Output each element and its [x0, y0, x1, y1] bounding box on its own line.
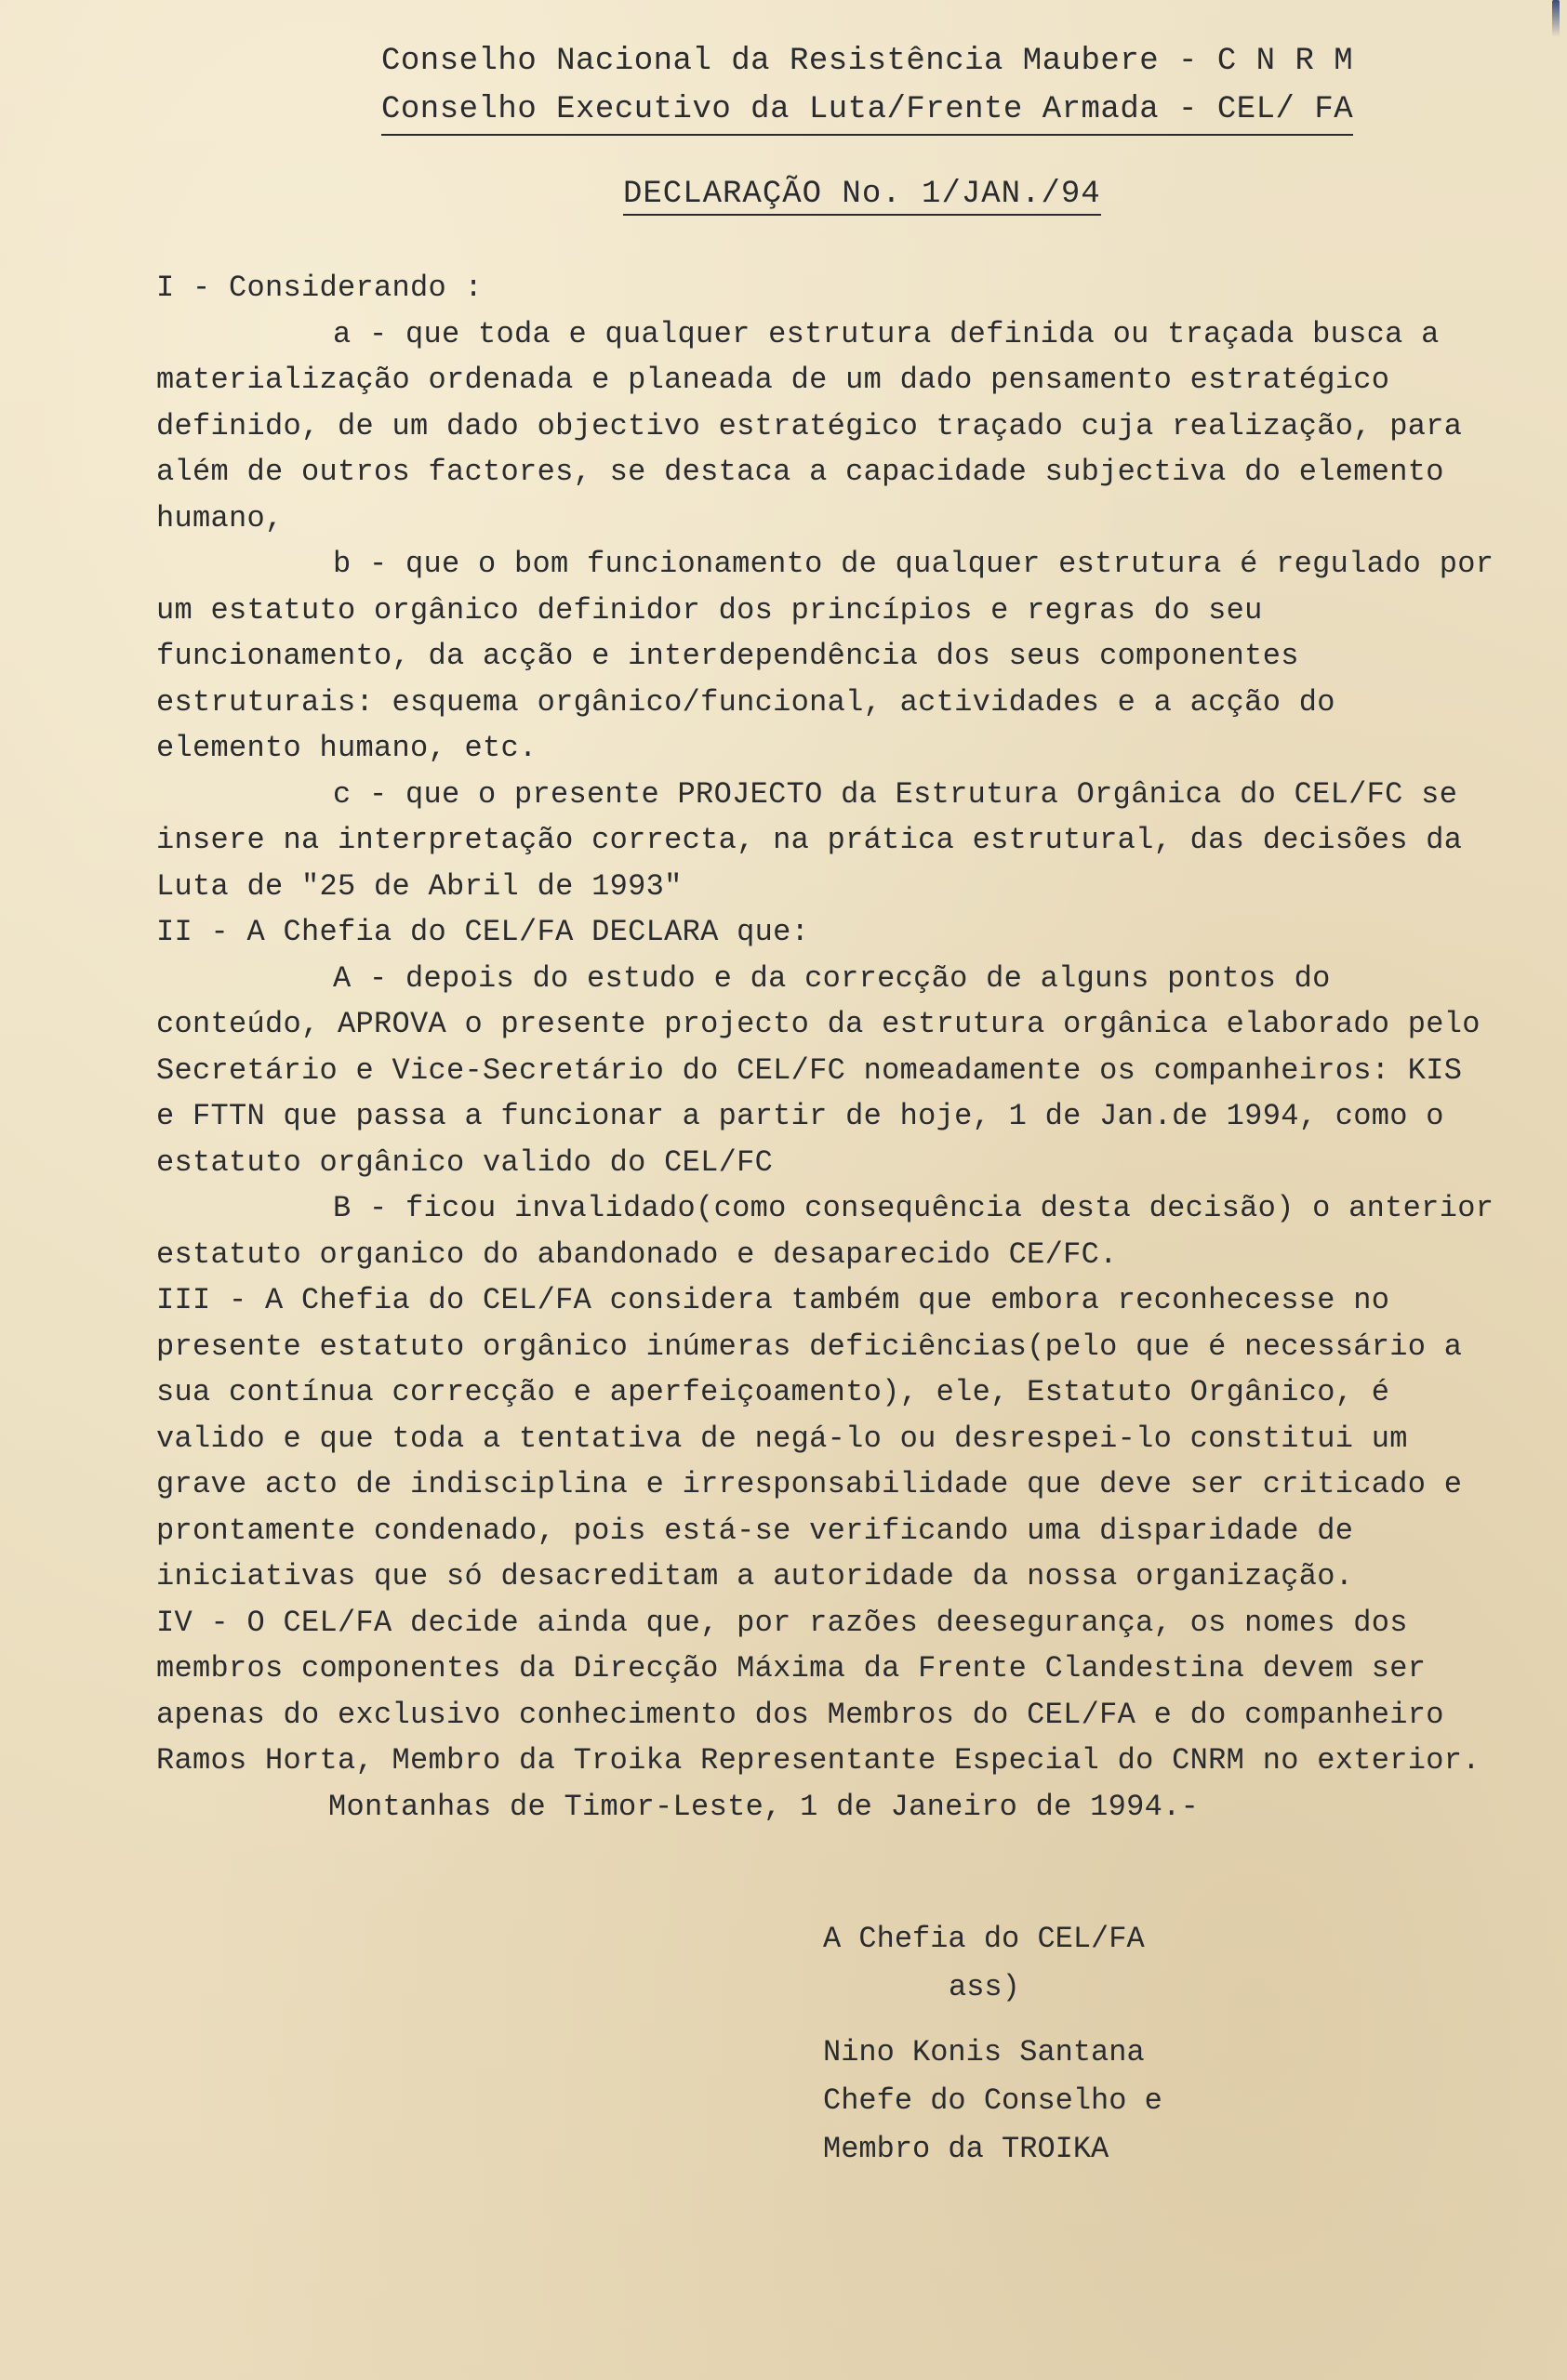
signature-chefia: A Chefia do CEL/FA — [823, 1922, 1145, 1956]
ink-edge-mark — [1552, 0, 1560, 37]
signature-block — [823, 1915, 1381, 2174]
place-date: Montanhas de Timor-Leste, 1 de Janeiro de 1994.- — [328, 1789, 1200, 1824]
section-i-item-c: c - que o presente PROJECTO da Estrutura Orgânica do CEL/FC se insere na interpretação correcta, na prática estrutural, das decisões da Luta de "25 de Abril de 1993" — [156, 776, 1463, 904]
header-line-2: Conselho Executivo da Luta/Frente Armada - CEL/ FA — [381, 86, 1353, 136]
section-i-heading: I - Considerando : — [156, 271, 484, 305]
section-ii-item-b: B - ficou invalidado(como consequência desta decisão) o anterior estatuto organico do abandonado e desaparecido CE/FC. — [156, 1191, 1494, 1272]
section-ii-heading: II - A Chefia do CEL/FA DECLARA que: — [156, 915, 810, 949]
section-iii: III - A Chefia do CEL/FA considera também que embora reconhecesse no presente estatuto orgânico inúmeras deficiências(pelo que é necessário a sua contínua correcção e aperfeiçoamento), ele, Estatuto Orgânico, é valido e que toda a tentativa de negá-lo ou desrespei-lo constitui um grave acto de indisciplina e irresponsabilidade que deve ser criticado e prontamente condenado, pois está-se verificando uma disparidade de iniciativas que só desacreditam a autoridade da nossa organização. — [156, 1283, 1463, 1593]
letterhead — [381, 37, 1354, 136]
declaration-body — [156, 265, 1495, 1830]
section-iv: IV - O CEL/FA decide ainda que, por razões deesegurança, os nomes dos membros componentes da Direcção Máxima da Frente Clandestina devem ser apenas do exclusivo conhecimento dos Membros do CEL/FA e do companheiro Ramos Horta, Membro da Troika Representante Especial do CNRM no exterior. — [156, 1605, 1481, 1778]
section-ii-item-a: A - depois do estudo e da correcção de alguns pontos do conteúdo, APROVA o presente projecto da estrutura orgânica elaborado pelo Secretário e Vice-Secretário do CEL/FC nomeadamente os companheiros: KIS e FTTN que passa a funcionar a partir de hoje, 1 de Jan.de 1994, como o estatuto orgânico valido do CEL/FC — [156, 960, 1481, 1180]
signature-name: Nino Konis Santana — [823, 2035, 1145, 2069]
declaration-title: DECLARAÇÃO No. 1/JAN./94 — [623, 177, 1101, 216]
header-line-1: Conselho Nacional da Resistência Maubere - C N R M — [381, 44, 1354, 79]
section-i-item-a: a - que toda e qualquer estrutura definida ou traçada busca a materialização ordenada e planeada de um dado pensamento estratégico definido, de um dado objectivo estratégico traçado cuja realização, para além de outros factores, se destaca a capacidade subjectiva do elemento humano, — [156, 316, 1463, 536]
signature-role-1: Chefe do Conselho e — [823, 2083, 1162, 2118]
signature-ass: ass) — [949, 1970, 1020, 2004]
section-i-item-b: b - que o bom funcionamento de qualquer estrutura é regulado por um estatuto orgânico definidor dos princípios e regras do seu funcionamento, da acção e interdependência dos seus componentes estruturais: esquema orgânico/funcional, actividades e a acção do elemento humano, etc. — [156, 547, 1494, 765]
signature-role-2: Membro da TROIKA — [823, 2132, 1109, 2166]
